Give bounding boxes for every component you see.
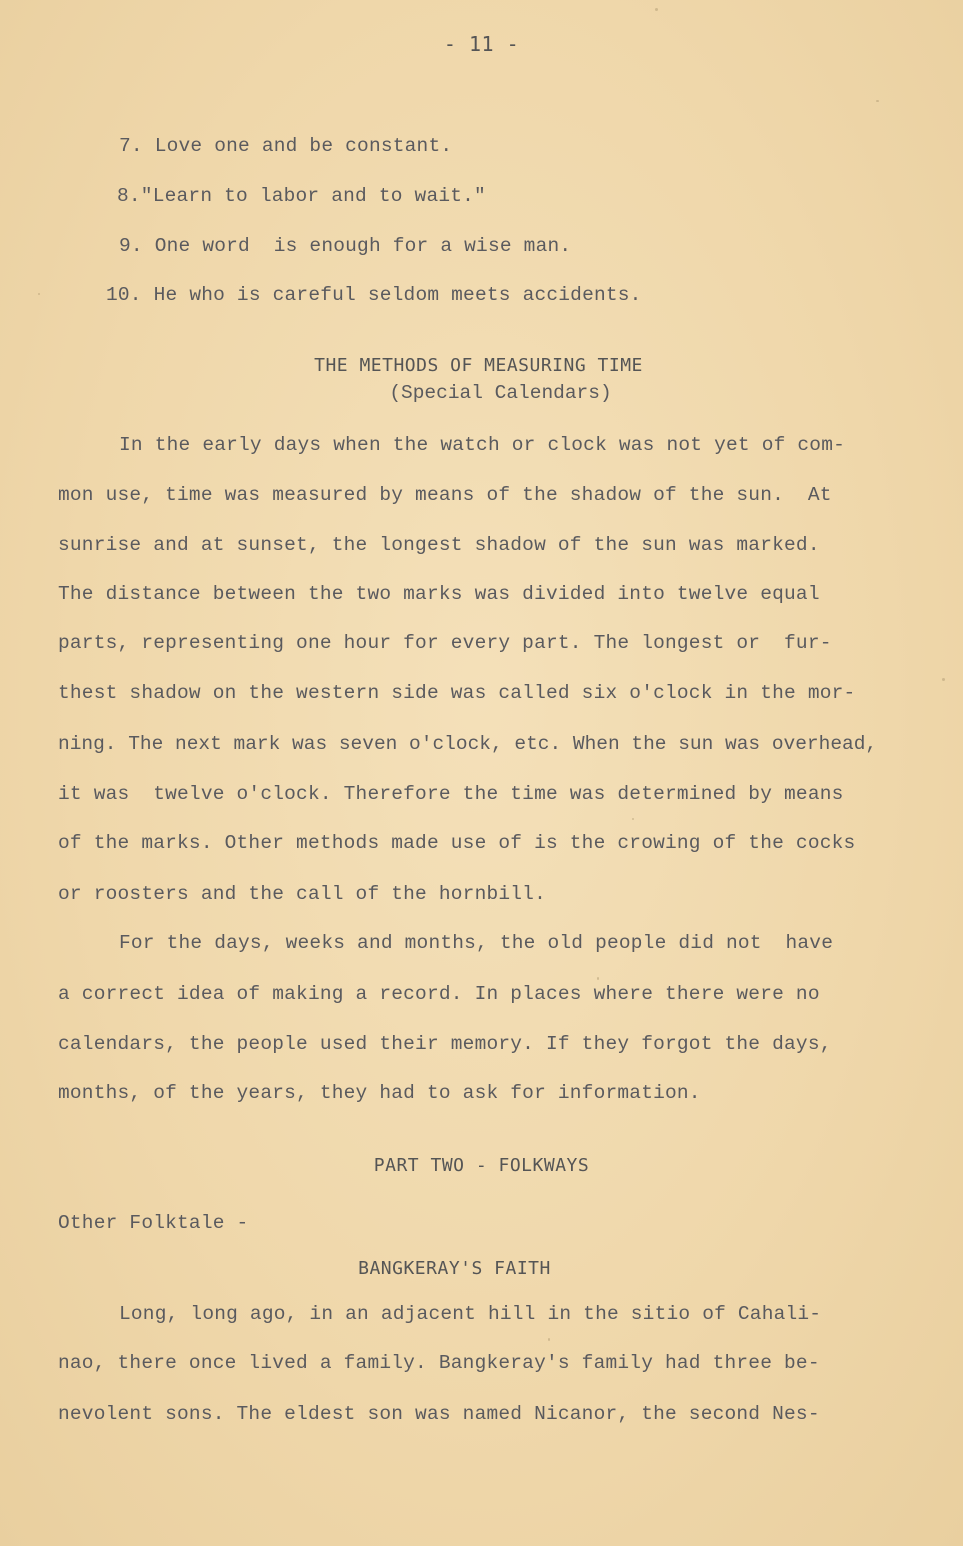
paper-speck — [655, 8, 658, 11]
paragraph-line: sunrise and at sunset, the longest shadow of the sun was marked. — [58, 534, 820, 556]
folktale-label: Other Folktale - — [58, 1212, 249, 1234]
paragraph-line: of the marks. Other methods made use of is the crowing of the cocks — [58, 832, 856, 854]
paragraph-line: For the days, weeks and months, the old people did not have — [119, 932, 834, 954]
paragraph-line: months, of the years, they had to ask for information. — [58, 1082, 701, 1104]
paragraph-line: parts, representing one hour for every part. The longest or fur- — [58, 632, 832, 654]
paper-speck — [548, 1338, 550, 1341]
paper-speck — [942, 678, 945, 681]
story-title: BANGKERAY'S FAITH — [358, 1258, 551, 1279]
paragraph-line: a correct idea of making a record. In places where there were no — [58, 983, 820, 1005]
paragraph-line: mon use, time was measured by means of the shadow of the sun. At — [58, 484, 832, 506]
paragraph-line: In the early days when the watch or clock was not yet of com- — [119, 434, 846, 456]
proverb-7: 7. Love one and be constant. — [119, 135, 453, 157]
paragraph-line: it was twelve o'clock. Therefore the time was determined by means — [58, 783, 844, 805]
proverb-10: 10. He who is careful seldom meets accidents. — [106, 284, 642, 306]
paper-speck — [38, 293, 40, 295]
paragraph-line: nevolent sons. The eldest son was named Nicanor, the second Nes- — [58, 1403, 820, 1425]
section-title: THE METHODS OF MEASURING TIME — [314, 355, 643, 376]
proverb-9: 9. One word is enough for a wise man. — [119, 235, 572, 257]
part-two-title: PART TWO - FOLKWAYS — [373, 1155, 590, 1176]
page-number: - 11 - — [443, 32, 520, 56]
paper-speck — [632, 818, 634, 820]
paper-speck — [876, 100, 879, 102]
paragraph-line: or roosters and the call of the hornbill. — [58, 883, 546, 905]
paragraph-line: ning. The next mark was seven o'clock, etc. When the sun was overhead, — [58, 733, 878, 755]
paragraph-line: nao, there once lived a family. Bangkeray's family had three be- — [58, 1352, 820, 1374]
paragraph-line: calendars, the people used their memory. If they forgot the days, — [58, 1033, 832, 1055]
paragraph-line: Long, long ago, in an adjacent hill in the sitio of Cahali- — [119, 1303, 822, 1325]
paragraph-line: thest shadow on the western side was called six o'clock in the mor- — [58, 682, 856, 704]
paper-speck — [597, 977, 599, 980]
paragraph-line: The distance between the two marks was divided into twelve equal — [58, 583, 820, 605]
proverb-8: 8."Learn to labor and to wait." — [117, 185, 486, 207]
section-subtitle: (Special Calendars) — [389, 382, 612, 404]
